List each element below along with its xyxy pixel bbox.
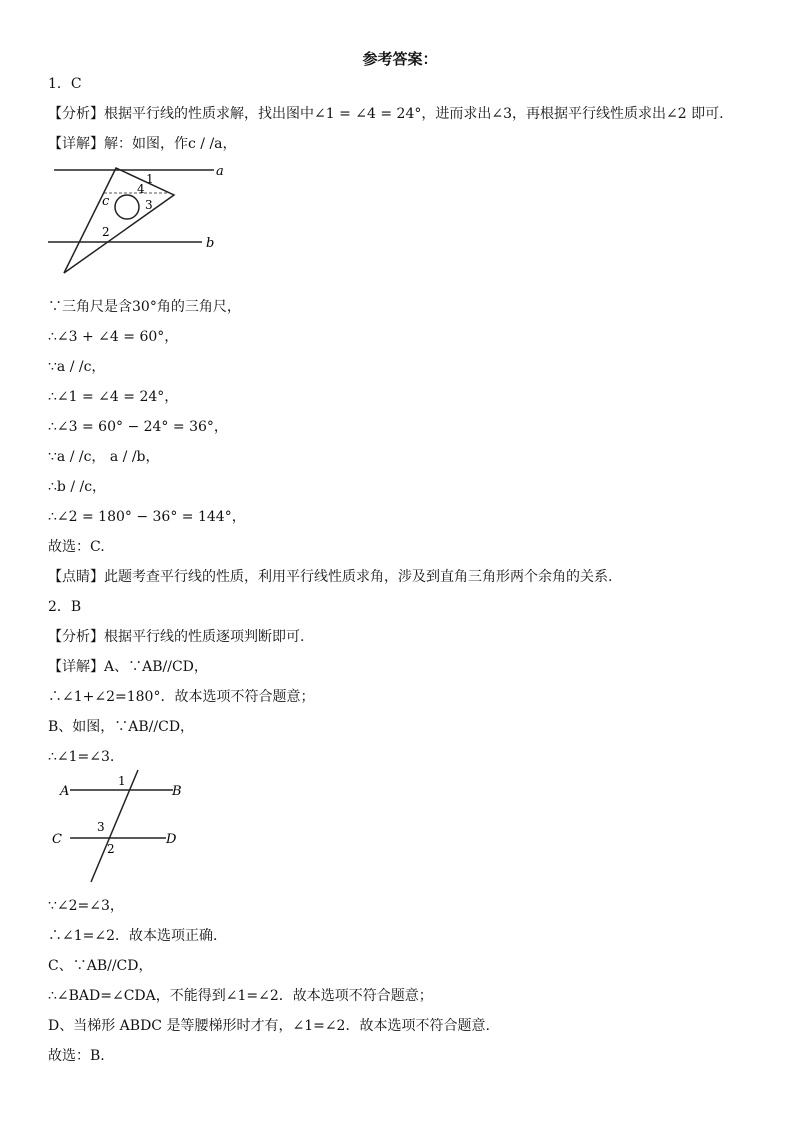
- q1-step-2: ∴∠3 + ∠4 = 60°，: [48, 329, 179, 345]
- label-4: 4: [137, 182, 145, 196]
- label-1: 1: [146, 172, 154, 186]
- label-c: c: [102, 194, 110, 209]
- q1-analysis: 【分析】根据平行线的性质求解，找出图中∠1 = ∠4 = 24°，进而求出∠3，再根据平行线性质求出∠2 即可.: [48, 106, 724, 122]
- q2-detail-d: D、当梯形 ABDC 是等腰梯形时才有，∠1=∠2．故本选项不符合题意.: [48, 1018, 490, 1034]
- q1-step-4: ∴∠1 = ∠4 = 24°，: [48, 389, 179, 405]
- label-3: 3: [145, 198, 153, 212]
- q2-step-c: ∵∠2=∠3，: [48, 898, 124, 914]
- label-a: a: [216, 164, 224, 179]
- q1-step-5: ∴∠3 = 60° − 24° = 36°，: [48, 419, 228, 435]
- label-B: B: [172, 784, 182, 799]
- q2-answer: 2．B: [48, 599, 82, 615]
- triangle-parallel-figure: [44, 160, 234, 280]
- parallel-lines-figure: [48, 768, 198, 888]
- q2-step-d: ∴∠1=∠2．故本选项正确.: [48, 928, 218, 944]
- q2-step-b: ∴∠1=∠3.: [48, 749, 115, 765]
- q2-choice: 故选：B.: [48, 1048, 105, 1064]
- q1-detail-intro: 【详解】解：如图，作c / /a，: [48, 136, 237, 152]
- q1-step-1: ∵三角尺是含30°角的三角尺，: [48, 299, 241, 315]
- label-2: 2: [102, 225, 110, 239]
- label-3: 3: [97, 820, 105, 834]
- answer-title: 参考答案：: [362, 50, 438, 68]
- label-C: C: [52, 832, 62, 847]
- label-A: A: [60, 784, 70, 799]
- q1-step-6: ∵a / /c， a / /b，: [48, 449, 160, 465]
- q2-step-e: ∴∠BAD=∠CDA，不能得到∠1=∠2．故本选项不符合题意；: [48, 988, 433, 1004]
- q1-step-8: ∴∠2 = 180° − 36° = 144°，: [48, 509, 246, 525]
- q1-choice: 故选：C.: [48, 539, 105, 555]
- q2-detail-a: 【详解】A、∵AB//CD，: [48, 659, 208, 675]
- q2-detail-c: C、∵AB//CD，: [48, 958, 153, 974]
- q1-step-7: ∴b / /c，: [48, 479, 107, 495]
- label-1: 1: [118, 774, 126, 788]
- label-b: b: [206, 236, 215, 251]
- q1-answer: 1．C: [48, 76, 82, 92]
- label-2: 2: [107, 842, 115, 856]
- q2-detail-b: B、如图，∵AB//CD，: [48, 719, 195, 735]
- label-D: D: [166, 832, 177, 847]
- q2-step-a: ∴∠1+∠2=180°．故本选项不符合题意；: [48, 689, 315, 705]
- q2-analysis: 【分析】根据平行线的性质逐项判断即可.: [48, 629, 305, 645]
- q1-step-3: ∵a / /c，: [48, 359, 106, 375]
- q1-comment: 【点睛】此题考查平行线的性质，利用平行线性质求角，涉及到直角三角形两个余角的关系.: [48, 569, 613, 585]
